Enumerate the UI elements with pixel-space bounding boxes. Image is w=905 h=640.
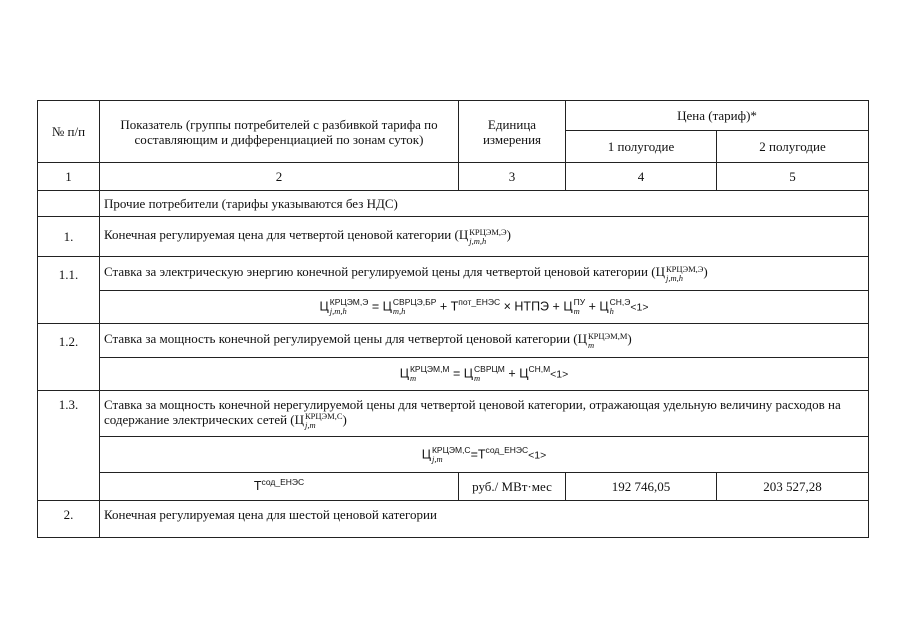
formula-energy-rate: Ц КРЦЭМ,Э j,m,h = Ц СВРЦЭ,БР m,h + $Т^{пот\_ЕНЭС}$ × НТПЭ + Ц ПУ m + Ц СН,Э h <1> [100, 291, 869, 324]
header-no: № п/п [38, 101, 100, 163]
header-row [38, 101, 869, 131]
tariff-table [37, 100, 869, 538]
row-1-no: 1. [38, 217, 100, 257]
row-1-1-formula [38, 291, 869, 324]
col-number-4: 4 [566, 163, 717, 191]
header-unit: Единица измерения [459, 101, 566, 163]
row-1-2 [38, 324, 869, 358]
row-1-3-value [38, 473, 869, 501]
row-1-3-no: 1.3. [38, 391, 100, 501]
row-1-3 [38, 391, 869, 437]
row-1-1-text: Ставка за электрическую энергию конечной регулируемой цены для четвертой ценовой категории (Ц КРЦЭМ,Э j,m,h ) [100, 257, 869, 291]
row-1-3-value-label: $Т^{сод\_ЕНЭС}$ [100, 473, 459, 501]
row-2-text: Конечная регулируемая цена для шестой ценовой категории [100, 501, 869, 538]
row-1-1 [38, 257, 869, 291]
row-1-2-formula [38, 358, 869, 391]
col-number-1: 1 [38, 163, 100, 191]
row-2 [38, 501, 869, 538]
header-half2: 2 полугодие [717, 131, 869, 163]
col-number-3: 3 [459, 163, 566, 191]
row-1-3-half1: 192 746,05 [566, 473, 717, 501]
formula-capacity-rate: Ц КРЦЭМ,М m = Ц СВРЦМ m + $Ц^{СН,М}<1>$ [100, 358, 869, 391]
section-title: Прочие потребители (тарифы указываются без НДС) [100, 191, 869, 217]
row-1 [38, 217, 869, 257]
section-row [38, 191, 869, 217]
row-1-text: Конечная регулируемая цена для четвертой ценовой категории (Ц КРЦЭМ,Э j,m,h ) [100, 217, 869, 257]
number-row [38, 163, 869, 191]
header-price: Цена (тариф)* [566, 101, 869, 131]
header-indicator: Показатель (группы потребителей с разбивкой тарифа по составляющим и дифференциацией по зонам суток) [100, 101, 459, 163]
row-1-3-unit: руб./ МВт·мес [459, 473, 566, 501]
col-number-5: 5 [717, 163, 869, 191]
row-1-3-text: Ставка за мощность конечной нерегулируемой цены для четвертой ценовой категории, отражающая удельную величину расходов на содержание электрических сетей (Ц КРЦЭМ,C j,m ) [100, 391, 869, 437]
row-1-2-text: Ставка за мощность конечной регулируемой цены для четвертой ценовой категории (Ц КРЦЭМ,М m ) [100, 324, 869, 358]
formula-network-rate: Ц КРЦЭМ,C j,m $=Т^{сод\_ЕНЭС}<1>$ [100, 437, 869, 473]
col-number-2: 2 [100, 163, 459, 191]
header-half1: 1 полугодие [566, 131, 717, 163]
row-1-3-formula [38, 437, 869, 473]
row-1-2-no: 1.2. [38, 324, 100, 391]
row-1-1-no: 1.1. [38, 257, 100, 324]
row-1-3-half2: 203 527,28 [717, 473, 869, 501]
row-2-no: 2. [38, 501, 100, 538]
